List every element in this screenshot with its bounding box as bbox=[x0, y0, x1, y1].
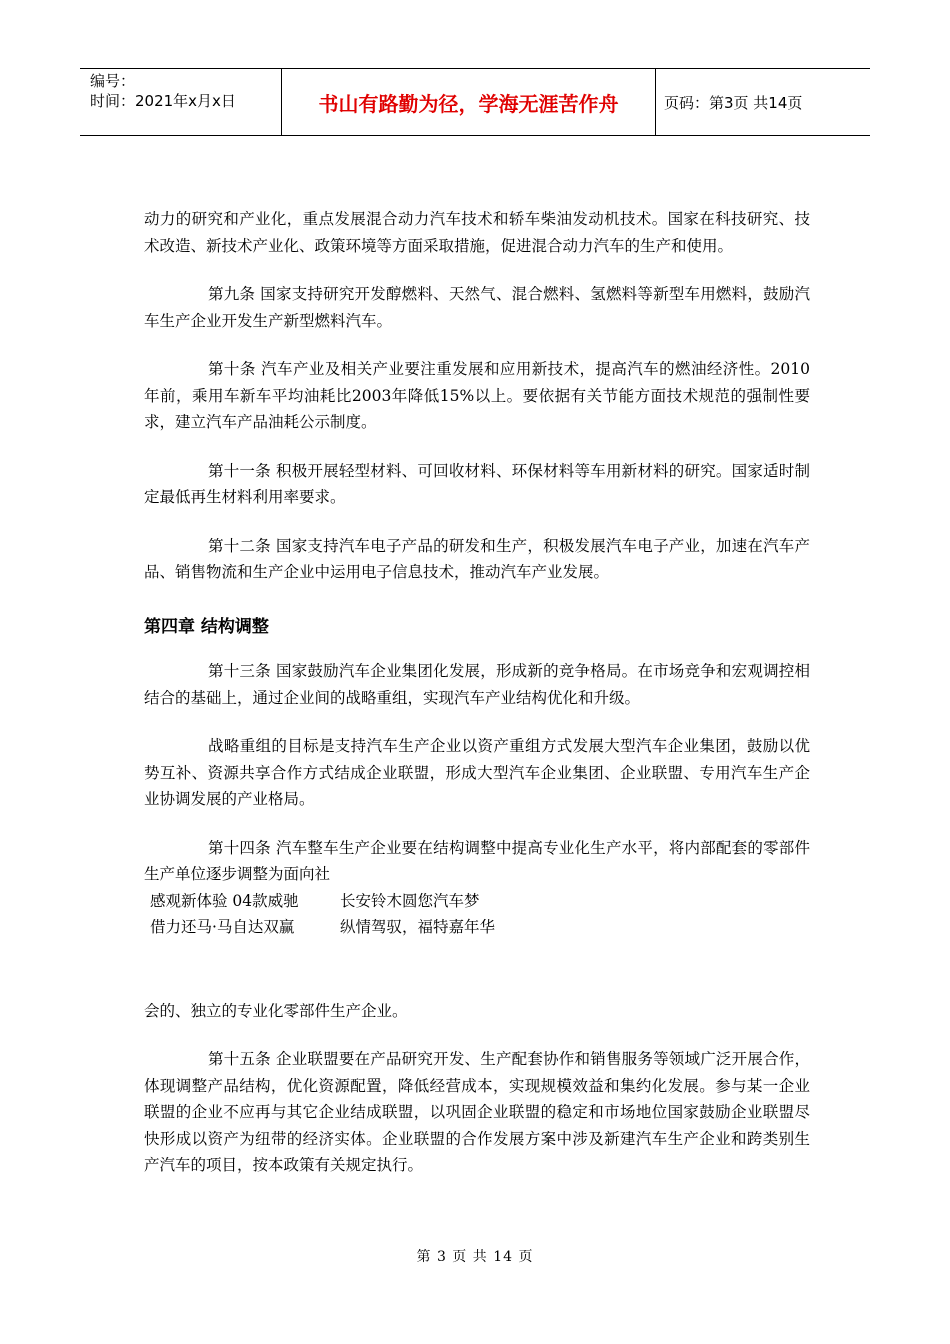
article-15: 第十五条 企业联盟要在产品研究开发、生产配套协作和销售服务等领域广泛开展合作，体现调整产品结构，优化资源配置，降低经营成本，实现规模效益和集约化发展。参与某一企业联盟的企业不应再与其它企业结成联盟，以巩固企业联盟的稳定和市场地位国家鼓励企业联盟尽快形成以资产为纽带的经济实体。企业联盟的合作发展方案中涉及新建汽车生产企业和跨类别生产汽车的项目，按本政策有关规定执行。 bbox=[144, 1050, 810, 1174]
page-header bbox=[80, 68, 870, 136]
article-10: 第十条 汽车产业及相关产业要注重发展和应用新技术，提高汽车的燃油经济性。2010年前，乘用车新车平均油耗比2003年降低15%以上。要依据有关节能方面技术规范的强制性要求，建立汽车产品油耗公示制度。 bbox=[144, 360, 810, 431]
ad-row bbox=[144, 914, 810, 940]
page-number-cell bbox=[656, 69, 870, 135]
document-body bbox=[144, 206, 810, 1201]
motto-text: 书山有路勤为径，学海无涯苦作舟 bbox=[318, 91, 619, 116]
page-footer: 第 3 页 共 14 页 bbox=[416, 1249, 534, 1265]
ad-link[interactable]: 纵情驾驭，福特嘉年华 bbox=[340, 917, 496, 936]
chapter-heading: 第四章 结构调整 bbox=[144, 616, 269, 637]
article-11: 第十一条 积极开展轻型材料、可回收材料、环保材料等车用新材料的研究。国家适时制定最低再生材料利用率要求。 bbox=[144, 461, 810, 506]
article-13: 第十三条 国家鼓励汽车企业集团化发展，形成新的竞争格局。在市场竞争和宏观调控相结合的基础上，通过企业间的战略重组，实现汽车产业结构优化和升级。 bbox=[144, 662, 810, 707]
ad-link[interactable]: 长安铃木圆您汽车梦 bbox=[340, 891, 480, 910]
ad-links bbox=[144, 888, 810, 940]
time-label: 时间：2021年x月x日 bbox=[90, 92, 236, 110]
ad-row bbox=[144, 888, 810, 914]
page-number-label: 页码：第3页 共14页 bbox=[664, 93, 803, 112]
ad-link[interactable]: 借力还马·马自达双赢 bbox=[150, 917, 295, 936]
paragraph-1: 动力的研究和产业化，重点发展混合动力汽车技术和轿车柴油发动机技术。国家在科技研究、技术改造、新技术产业化、政策环境等方面采取措施，促进混合动力汽车的生产和使用。 bbox=[144, 210, 810, 255]
article-14-continued: 会的、独立的专业化零部件生产企业。 bbox=[144, 1001, 408, 1020]
ad-link[interactable]: 感观新体验 04款威驰 bbox=[150, 891, 299, 910]
code-label: 编号： bbox=[90, 72, 136, 90]
paragraph-strategic-reorg: 战略重组的目标是支持汽车生产企业以资产重组方式发展大型汽车企业集团，鼓励以优势互补、资源共享合作方式结成企业联盟，形成大型汽车企业集团、企业联盟、专用汽车生产企业协调发展的产业格局。 bbox=[144, 737, 810, 808]
article-14: 第十四条 汽车整车生产企业要在结构调整中提高专业化生产水平，将内部配套的零部件生产单位逐步调整为面向社 bbox=[144, 838, 810, 883]
article-12: 第十二条 国家支持汽车电子产品的研发和生产，积极发展汽车电子产业，加速在汽车产品、销售物流和生产企业中运用电子信息技术，推动汽车产业发展。 bbox=[144, 536, 810, 581]
article-9: 第九条 国家支持研究开发醇燃料、天然气、混合燃料、氢燃料等新型车用燃料，鼓励汽车生产企业开发生产新型燃料汽车。 bbox=[144, 285, 810, 330]
header-meta-cell bbox=[80, 69, 282, 135]
motto-cell bbox=[282, 69, 656, 135]
